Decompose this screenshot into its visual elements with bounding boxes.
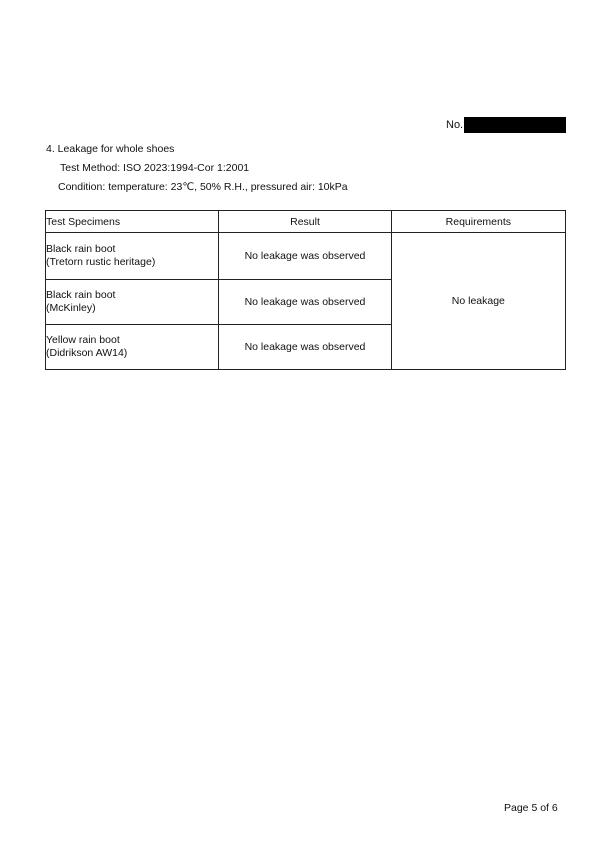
table-row bbox=[46, 233, 566, 280]
header-test-specimens: Test Specimens bbox=[46, 211, 219, 233]
results-table bbox=[45, 210, 566, 370]
report-number-label: No. bbox=[446, 119, 464, 131]
page-number: Page 5 of 6 bbox=[504, 802, 558, 814]
specimen-model: (Didrikson AW14) bbox=[46, 347, 128, 359]
result-cell: No leakage was observed bbox=[219, 233, 391, 280]
result-cell: No leakage was observed bbox=[219, 280, 391, 325]
report-number-redaction bbox=[464, 117, 566, 133]
requirement-cell: No leakage bbox=[391, 233, 565, 370]
specimen-cell bbox=[46, 325, 219, 370]
section-title: 4. Leakage for whole shoes bbox=[46, 143, 175, 155]
specimen-name: Black rain boot bbox=[46, 289, 116, 301]
specimen-model: (McKinley) bbox=[46, 302, 96, 314]
specimen-name: Yellow rain boot bbox=[46, 334, 120, 346]
test-method: Test Method: ISO 2023:1994-Cor 1:2001 bbox=[60, 162, 250, 174]
specimen-cell bbox=[46, 280, 219, 325]
specimen-model: (Tretorn rustic heritage) bbox=[46, 256, 156, 268]
result-cell: No leakage was observed bbox=[219, 325, 391, 370]
specimen-cell bbox=[46, 233, 219, 280]
specimen-name: Black rain boot bbox=[46, 243, 116, 255]
header-requirements: Requirements bbox=[391, 211, 565, 233]
report-number bbox=[446, 117, 566, 133]
test-condition: Condition: temperature: 23℃, 50% R.H., pressured air: 10kPa bbox=[58, 181, 348, 193]
header-result: Result bbox=[219, 211, 391, 233]
table-header-row bbox=[46, 211, 566, 233]
